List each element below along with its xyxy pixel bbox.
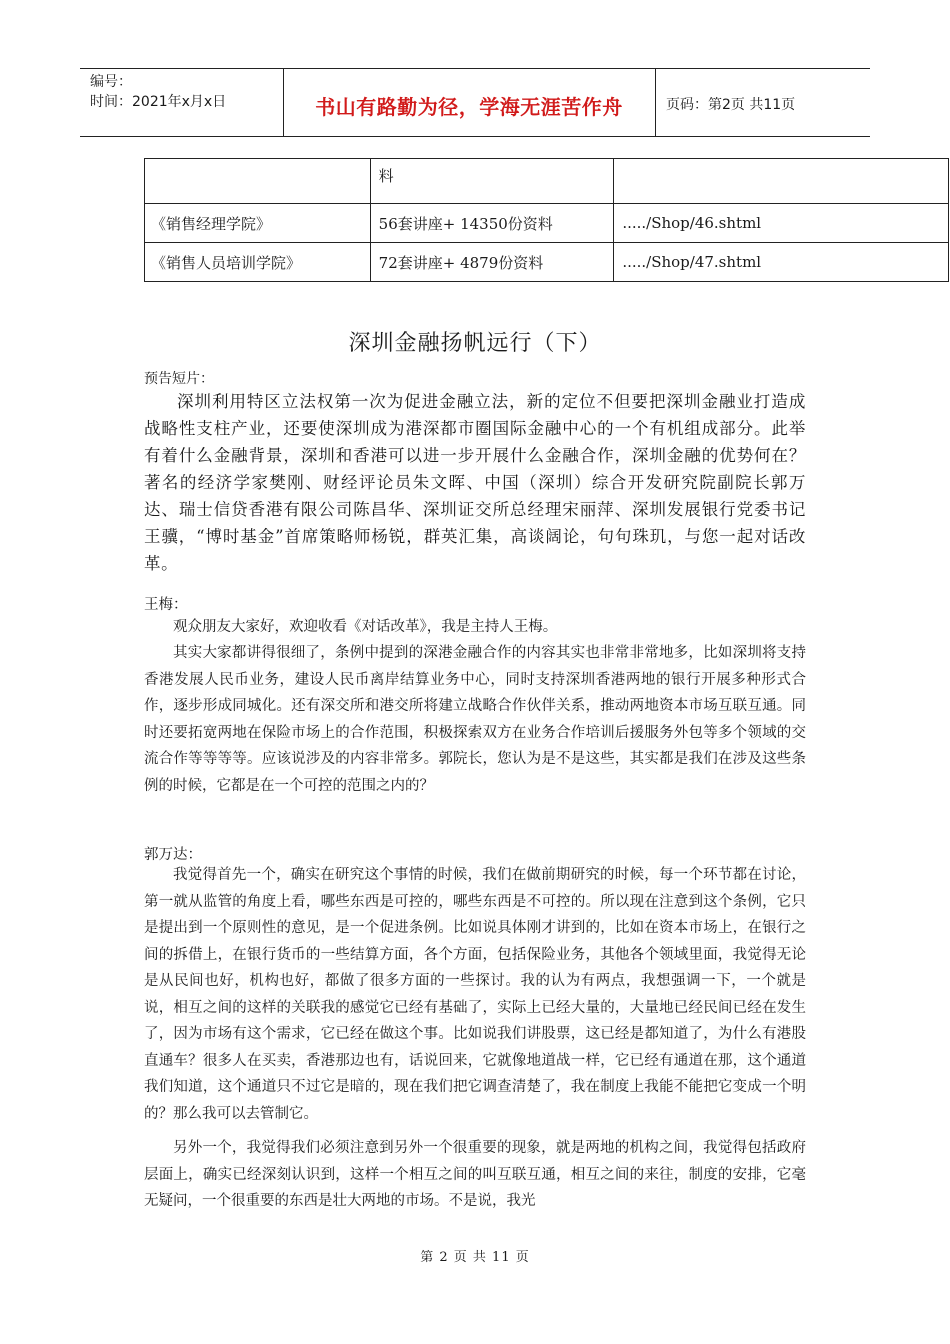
speaker-name: 王梅： bbox=[144, 597, 188, 613]
table-cell-desc: 料 bbox=[370, 159, 614, 204]
header-motto: 书山有路勤为径，学海无涯苦作舟 bbox=[315, 95, 623, 119]
header-top-rule bbox=[80, 68, 870, 69]
table-cell-link[interactable]: ...../Shop/46.shtml bbox=[614, 204, 949, 243]
body-paragraph: 其实大家都讲得很细了，条例中提到的深港金融合作的内容其实也非常非常地多，比如深圳将支持香港发展人民币业务，建设人民币离岸结算业务中心，同时支持深圳香港两地的银行开展多种形式合作，逐步形成同城化。还有深交所和港交所将建立战略合作伙伴关系，推动两地资本市场互联互通。同时还要拓宽两地在保险市场上的合作范围，积极探索双方在业务合作培训后援服务外包等多个领域的交流合作等等等等。应该说涉及的内容非常多。郭院长，您认为是不是这些，其实都是我们在涉及这些条例的时候，它都是在一个可控的范围之内的？ bbox=[144, 645, 806, 794]
table-row bbox=[145, 204, 949, 243]
header-page-info: 页码：第2页 共11页 bbox=[666, 97, 796, 113]
table-cell-name: 《销售人员培训学院》 bbox=[145, 243, 371, 282]
header-meta bbox=[90, 72, 226, 112]
table-cell-link bbox=[614, 159, 949, 204]
table-cell-name bbox=[145, 159, 371, 204]
body-paragraph: 另外一个，我觉得我们必须注意到另外一个很重要的现象，就是两地的机构之间，我觉得包括政府层面上，确实已经深刻认识到，这样一个相互之间的叫互联互通，相互之间的来往，制度的安排，它毫无疑问，一个很重要的东西是壮大两地的市场。不是说，我光 bbox=[144, 1140, 806, 1209]
table-cell-desc: 56套讲座+ 14350份资料 bbox=[370, 204, 614, 243]
table-row bbox=[145, 159, 949, 204]
page-footer: 第 2 页 共 11 页 bbox=[420, 1250, 530, 1265]
doc-time-label: 时间：2021年x月x日 bbox=[90, 94, 227, 110]
body-paragraph: 观众朋友大家好，欢迎收看《对话改革》，我是主持人王梅。 bbox=[173, 619, 558, 635]
article-title: 深圳金融扬帆远行（下） bbox=[348, 331, 602, 356]
header-divider bbox=[655, 68, 656, 136]
header-bottom-rule bbox=[80, 136, 870, 137]
intro-label: 预告短片： bbox=[144, 371, 214, 387]
speaker-name: 郭万达： bbox=[144, 847, 202, 863]
intro-paragraph: 深圳利用特区立法权第一次为促进金融立法，新的定位不但要把深圳金融业打造成战略性支柱产业，还要使深圳成为港深都市圈国际金融中心的一个有机组成部分。此举有着什么金融背景，深圳和香港可以进一步开展什么金融合作，深圳金融的优势何在？著名的经济学家樊刚、财经评论员朱文晖、中国（深圳）综合开发研究院副院长郭万达、瑞士信贷香港有限公司陈昌华、深圳证交所总经理宋丽萍、深圳发展银行党委书记王骥，“博时基金”首席策略师杨锐，群英汇集，高谈阔论，句句珠玑，与您一起对话改革。 bbox=[144, 392, 806, 573]
body-paragraph: 我觉得首先一个，确实在研究这个事情的时候，我们在做前期研究的时候，每一个环节都在讨论，第一就从监管的角度上看，哪些东西是可控的，哪些东西是不可控的。所以现在注意到这个条例，它只是提出到一个原则性的意见，是一个促进条例。比如说具体刚才讲到的，比如在资本市场上，在银行之间的拆借上，在银行货币的一些结算方面，各个方面，包括保险业务，其他各个领域里面，我觉得无论是从民间也好，机构也好，都做了很多方面的一些探讨。我的认为有两点，我想强调一下，一个就是说，相互之间的这样的关联我的感觉它已经有基础了，实际上已经大量的，大量地已经民间已经在发生了，因为市场有这个需求，它已经在做这个事。比如说我们讲股票，这已经是都知道了，为什么有港股直通车？很多人在买卖，香港那边也有，话说回来，它就像地道战一样，它已经有通道在那，这个通道我们知道，这个通道只不过它是暗的，现在我们把它调查清楚了，我在制度上我能不能把它变成一个明的？那么我可以去管制它。 bbox=[144, 867, 806, 1122]
doc-number-label: 编号： bbox=[90, 74, 132, 90]
table-cell-desc: 72套讲座+ 4879份资料 bbox=[370, 243, 614, 282]
table-cell-name: 《销售经理学院》 bbox=[145, 204, 371, 243]
table-row bbox=[145, 243, 949, 282]
table-cell-link[interactable]: ...../Shop/47.shtml bbox=[614, 243, 949, 282]
resource-table bbox=[144, 158, 949, 282]
